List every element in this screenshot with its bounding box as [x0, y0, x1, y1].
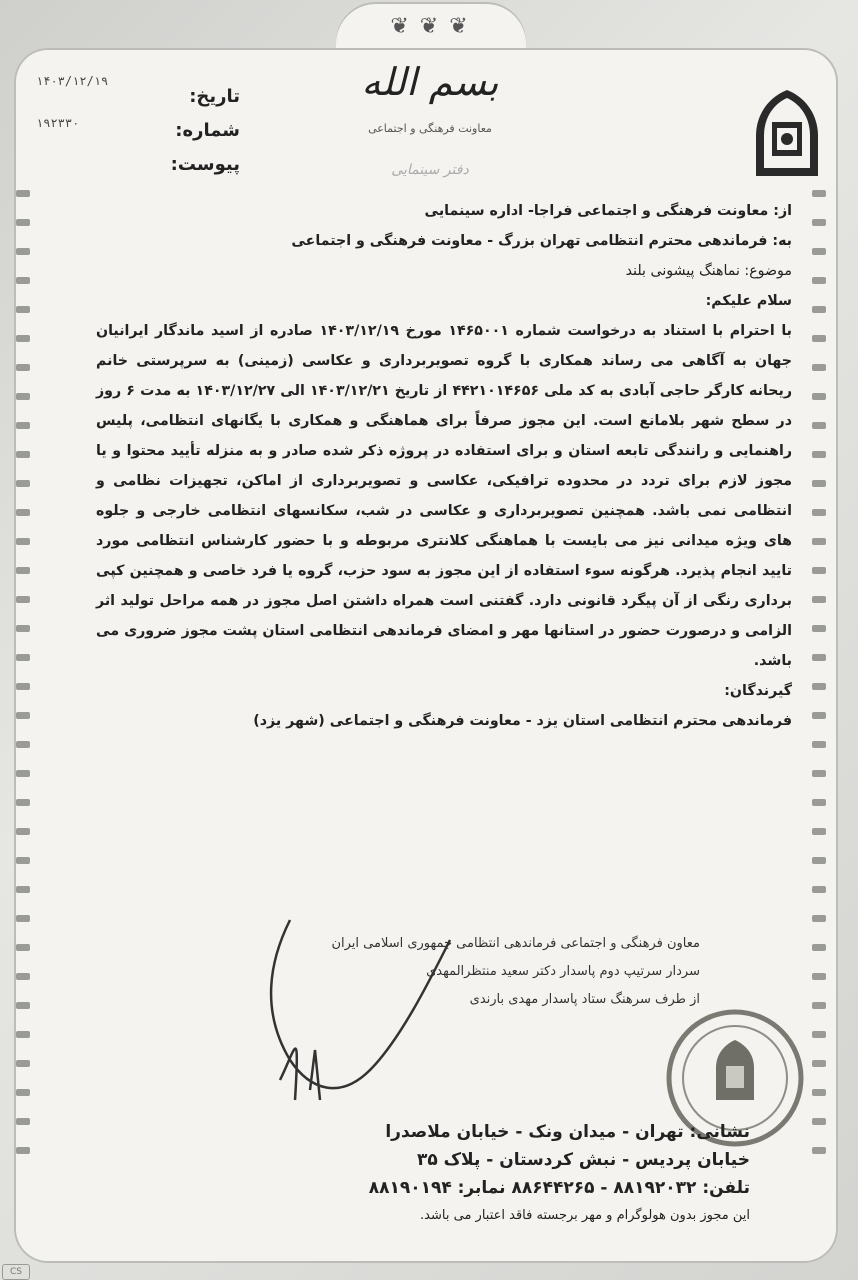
letter-body [96, 196, 792, 736]
validity-note: این مجوز بدون هولوگرام و مهر برجسته فاقد اعتبار می باشد. [420, 1208, 750, 1223]
address-line-1: نشانی: تهران - میدان ونک - خیابان ملاصدرا [385, 1122, 750, 1142]
meta-values [36, 60, 146, 144]
date-value: ۱۴۰۳/۱۲/۱۹ [36, 74, 109, 88]
body-paragraph: با احترام با استناد به درخواست شماره ۱۴۶۵۰۰۱ مورخ ۱۴۰۳/۱۲/۱۹ صادره از اسید ماندگار ایرانیان جهان به آگاهی می رساند همکاری با گروه تصویربرداری و عکاسی (زمینی) به سرپرستی خانم ریحانه کارگر حاجی آبادی به کد ملی ۴۴۲۱۰۱۴۶۵۶ از تاریخ ۱۴۰۳/۱۲/۲۱ الی ۱۴۰۳/۱۲/۲۷ به مدت ۶ روز در سطح شهر بلامانع است. این مجوز صرفاً برای هماهنگی و همکاری با یگانهای انتظامی، پلیس راهنمایی و رانندگی تابعه استان و برای استفاده در پروژه ذکر شده صادر و به منزله تأیید محتوا و یا مجوز لازم برای تردد در محدوده ترافیکی، عکاسی و تصویربرداری از اماکن، تجهیزات نظامی و انتظامی نمی باشد. همچنین تصویربرداری و عکاسی در شب، سکانسهای انتظامی خارجی و جلوه های ویژه میدانی نیز می بایست با هماهنگی کلانتری مربوطه و با حضور کارشناس انتظامی مورد تایید انجام پذیرد. هرگونه سوء استفاده از این مجوز به سود حزب، گروه یا فرد خاصی و همچنین کپی برداری رنگی از آن پیگرد قانونی دارد. گفتنی است همراه داشتن اصل مجوز در همه مراحل تولید اثر الزامی و درصورت حضور در استانها مهر و امضای فرماندهی انتظامی استان پشت مجوز ضروری می باشد. [96, 323, 792, 669]
camscanner-mark: CS [2, 1264, 30, 1280]
issuer-subtitle: معاونت فرهنگی و اجتماعی [368, 122, 492, 135]
right-margin-marks [812, 190, 828, 1210]
address-line-2: خیابان پردیس - نبش کردستان - پلاک ۳۵ [416, 1150, 750, 1170]
greeting: سلام علیکم: [705, 293, 792, 309]
recipient-1: فرماندهی محترم انتظامی استان یزد - معاونت فرهنگی و اجتماعی (شهر یزد) [253, 713, 792, 729]
left-margin-marks [16, 190, 32, 1210]
meta-labels [150, 80, 240, 182]
subject-line: موضوع: نماهنگ پیشونی بلند [625, 263, 792, 279]
attachment-label: پیوست: [170, 154, 240, 175]
faint-header-line: دفتر سینمایی [391, 162, 469, 178]
tab-ornament-icon: ❦ ❦ ❦ [390, 14, 470, 39]
recipients-label: گیرندگان: [724, 683, 792, 699]
signatory-name: سردار سرتیپ دوم پاسدار دکتر سعید منتظرالمهدی [426, 964, 700, 979]
date-label: تاریخ: [189, 86, 240, 107]
number-label: شماره: [175, 120, 240, 141]
to-line: به: فرماندهی محترم انتظامی تهران بزرگ - معاونت فرهنگی و اجتماعی [291, 233, 792, 249]
from-line: از: معاونت فرهنگی و اجتماعی فراجا- اداره سینمایی [424, 203, 792, 219]
number-value: ۱۹۲۳۳۰ [36, 116, 80, 130]
bismillah-calligraphy: بسم الله [361, 60, 499, 104]
phone-fax-line: تلفن: ۸۸۱۹۲۰۳۲ - ۸۸۶۴۴۲۶۵ نمابر: ۸۸۱۹۰۱۹۴ [368, 1178, 750, 1198]
signatory-delegate: از طرف سرهنگ ستاد پاسدار مهدی بارندی [469, 992, 700, 1007]
signatory-title: معاون فرهنگی و اجتماعی فرماندهی انتظامی جمهوری اسلامی ایران [331, 936, 700, 951]
police-emblem-icon [752, 88, 822, 180]
handwritten-signature-icon [200, 900, 520, 1120]
footer-address [190, 1118, 750, 1230]
